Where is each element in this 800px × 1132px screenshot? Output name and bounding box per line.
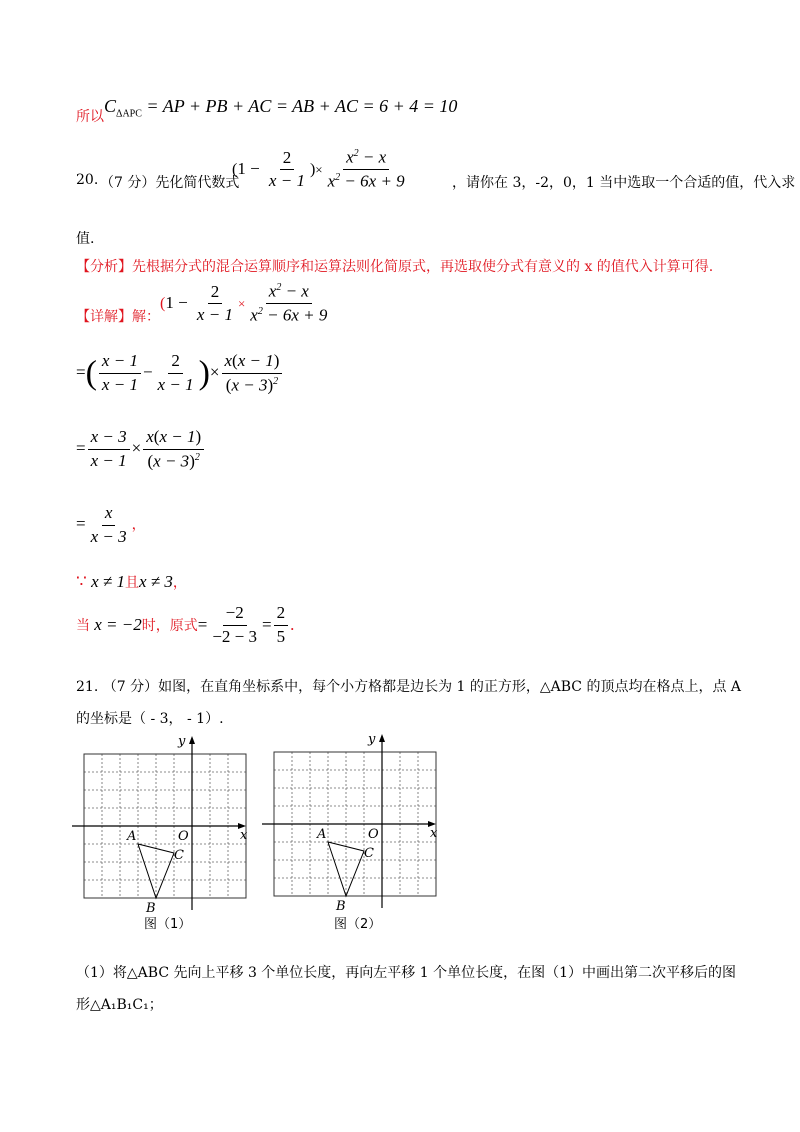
q21-line-2: 的坐标是（ - 3， - 1）.: [76, 711, 224, 727]
condition-comma: ，: [172, 576, 187, 591]
and-word: 且: [124, 576, 139, 591]
q20-number: 20.: [76, 172, 99, 188]
figure-2-caption: 图（2）: [334, 917, 382, 932]
eval-period: .: [290, 615, 295, 635]
point-b-label-1: B: [146, 901, 156, 916]
condition-line: ∵ x ≠ 1且x ≠ 3，: [76, 572, 187, 591]
step-2: = $\frac{x - 3}{x - 1}$ × $\frac{x(x - 1)}{(x - 3)^2}$: [76, 428, 206, 471]
q20-tail-2: 值.: [76, 231, 95, 247]
point-c-label-2: C: [364, 846, 374, 861]
part1-line-2: 形△A₁B₁C₁；: [76, 997, 163, 1013]
perimeter-symbol: C: [104, 96, 117, 116]
q20-tail: ，请你在 3，-2，0，1 当中选取一个合适的值，代入求: [452, 175, 796, 191]
conclusion-prefix: 所以: [76, 109, 104, 125]
when-word: 当: [76, 619, 90, 635]
perimeter-subscript: ΔAPC: [116, 108, 142, 120]
point-b-label-2: B: [336, 899, 346, 914]
figure-2: [260, 730, 450, 936]
origin-label-2: O: [368, 827, 379, 842]
because-symbol: ∵: [76, 572, 87, 591]
analysis-text: 【分析】先根据分式的混合运算顺序和运算法则化简原式，再选取使分式有意义的 x 的值代入计算可得.: [76, 259, 714, 275]
point-c-label-1: C: [174, 848, 184, 863]
y-label-1: y: [178, 734, 186, 749]
figure-1-caption: 图（1）: [144, 917, 192, 932]
detail-label: 【详解】解：: [76, 309, 160, 325]
point-a-label-1: A: [127, 829, 137, 844]
x-label-2: x: [430, 826, 438, 841]
when-tail: 时，原式: [141, 619, 198, 635]
step-3: = $\frac{x}{x - 3}$ ，: [76, 503, 146, 546]
part1-line-1: （1）将△ABC 先向上平移 3 个单位长度，再向左平移 1 个单位长度，在图（1）中画出第二次平移后的图: [76, 965, 737, 981]
step-1: =( $\frac{x - 1}{x - 1}$ − $\frac{2}{x - 1}$ )× $\frac{x(x - 1)}{(x - 3)^2}$: [76, 352, 284, 395]
point-a-label-2: A: [317, 827, 327, 842]
perimeter-formula: [104, 96, 457, 120]
x-label-1: x: [240, 828, 248, 843]
origin-label-1: O: [178, 829, 189, 844]
q20-score-text: （7 分）先化简代数式: [100, 175, 240, 191]
detail-expression: (1 − $\frac{2}{x - 1}$ × $\frac{x^2 - x}{x^2 - 6x + 9}$: [160, 281, 328, 325]
q20-expression: (1 − $\frac{2}{x - 1}$ )× $\frac{x^2 - x}{x^2 - 6x + 9}$: [232, 147, 405, 191]
y-label-2: y: [368, 732, 376, 747]
perimeter-equation: = AP + PB + AC = AB + AC = 6 + 4 = 10: [141, 96, 458, 116]
figure-1: [70, 732, 260, 936]
q21-line-1: 21. （7 分）如图，在直角坐标系中，每个小方格都是边长为 1 的正方形，△ABC 的顶点均在格点上，点 A: [76, 679, 742, 695]
step-3-comma: ，: [131, 518, 146, 534]
evaluation-line: 当 x = −2时，原式= $\frac{-2}{-2 - 3}$ = $\frac{2}{5}$ .: [76, 603, 295, 646]
